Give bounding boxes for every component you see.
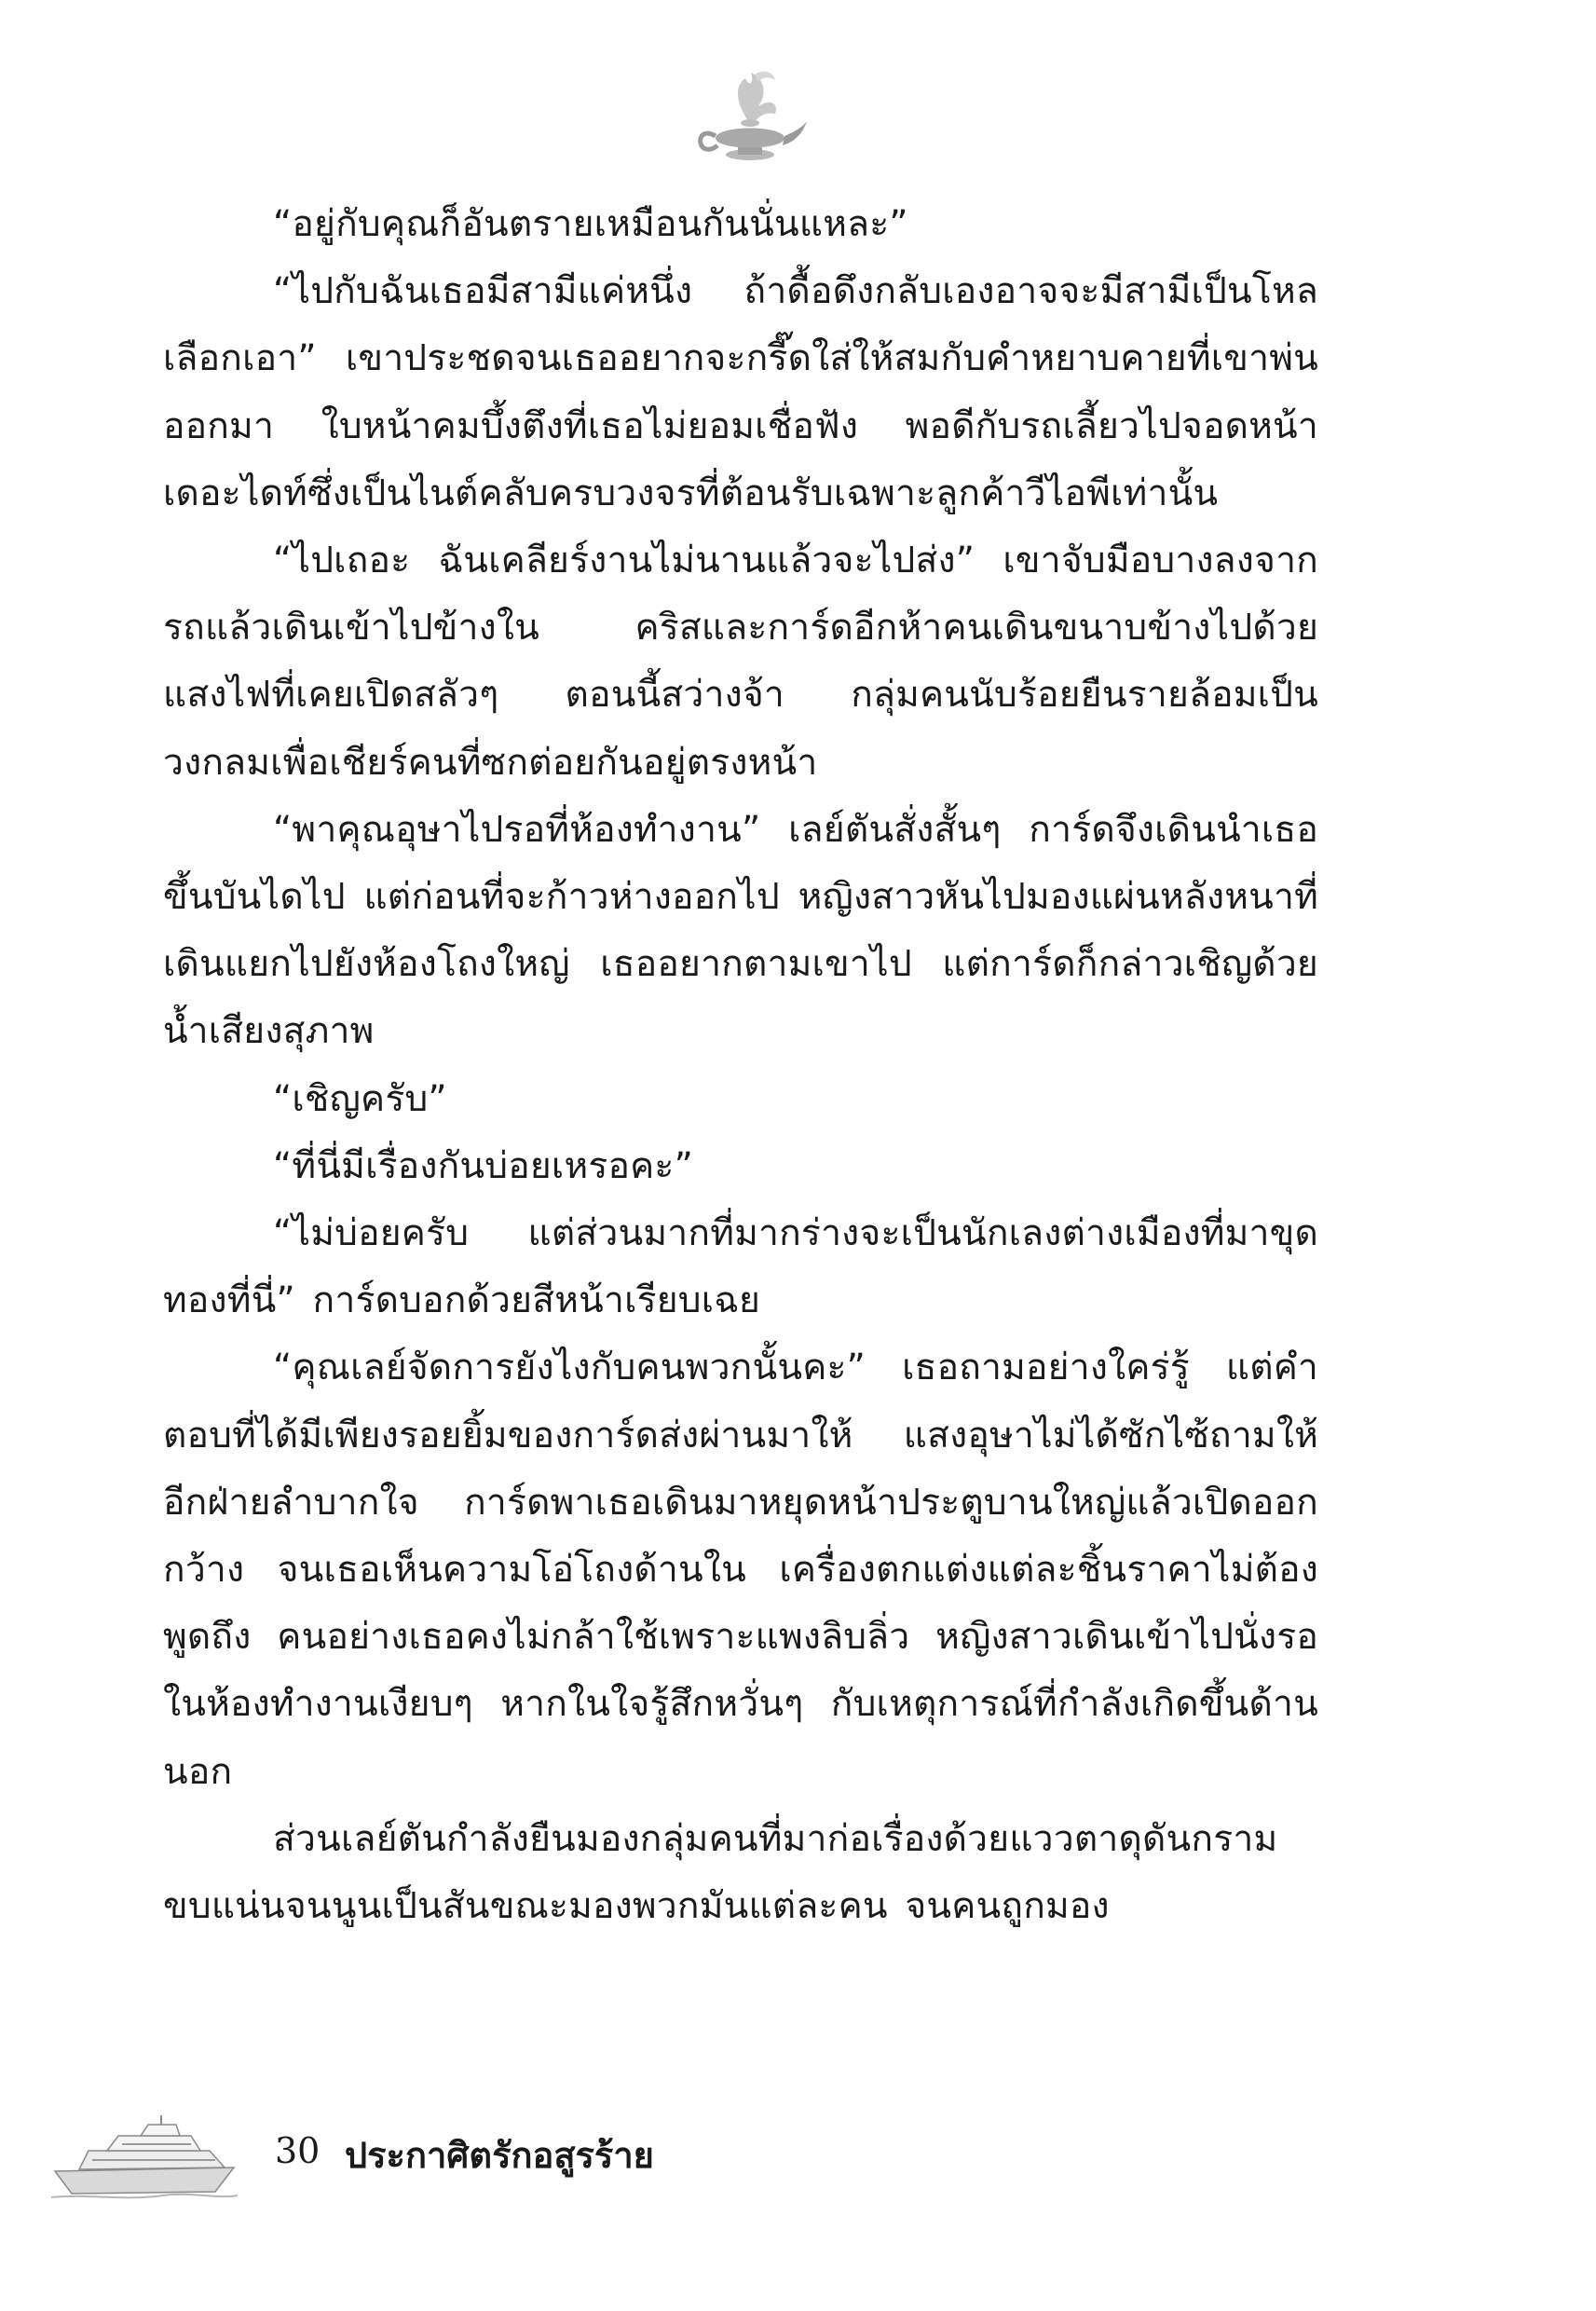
page-number: 30 — [275, 2130, 321, 2171]
paragraph: “คุณเลย์จัดการยังไงกับคนพวกนั้นคะ” เธอถามอย่างใคร่รู้ แต่คำตอบที่ได้มีเพียงรอยยิ้มของการ์ดส่งผ่านมาให้ แสงอุษาไม่ได้ซักไซ้ถามให้อีกฝ่ายลำบากใจ การ์ดพาเธอเดินมาหยุดหน้าประตูบานใหญ่แล้วเปิดออกกว้าง จนเธอเห็นความโอ่โถงด้านใน เครื่องตกแต่งแต่ละชิ้นราคาไม่ต้องพูดถึง คนอย่างเธอคงไม่กล้าใช้เพราะแพงลิบลิ่ว หญิงสาวเดินเข้าไปนั่งรอในห้องทำงานเงียบๆ หากในใจรู้สึกหวั่นๆ กับเหตุการณ์ที่กำลังเกิดขึ้นด้านนอก — [163, 1347, 1318, 1793]
paragraph: “พาคุณอุษาไปรอที่ห้องทำงาน” เลย์ตันสั่งสั้นๆ การ์ดจึงเดินนำเธอขึ้นบันไดไป แต่ก่อนที่จะก้าวห่างออกไป หญิงสาวหันไปมองแผ่นหลังหนาที่เดินแยกไปยังห้องโถงใหญ่ เธออยากตามเขาไป แต่การ์ดก็กล่าวเชิญด้วยน้ำเสียงสุภาพ — [163, 808, 1318, 1053]
body-text — [163, 191, 1318, 1940]
genie-lamp-icon — [689, 65, 811, 177]
paragraph: “ไม่บ่อยครับ แต่ส่วนมากที่มากร่างจะเป็นนักเลงต่างเมืองที่มาขุดทองที่นี่” การ์ดบอกด้วยสีหน้าเรียบเฉย — [163, 1212, 1318, 1322]
paragraph: ส่วนเลย์ตันกำลังยืนมองกลุ่มคนที่มาก่อเรื่องด้วยแววตาดุดันกรามขบแน่นจนนูนเป็นสันขณะมองพวกมันแต่ละคน จนคนถูกมอง — [163, 1817, 1278, 1928]
paragraph: “ไปเถอะ ฉันเคลียร์งานไม่นานแล้วจะไปส่ง” เขาจับมือบางลงจากรถแล้วเดินเข้าไปข้างใน คริสและการ์ดอีกห้าคนเดินขนาบข้างไปด้วย แสงไฟที่เคยเปิดสลัวๆ ตอนนี้สว่างจ้า กลุ่มคนนับร้อยยืนรายล้อมเป็นวงกลมเพื่อเชียร์คนที่ซกต่อยกันอยู่ตรงหน้า — [163, 540, 1318, 784]
paragraph: “อยู่กับคุณก็อันตรายเหมือนกันนั่นแหละ” — [273, 203, 908, 245]
paragraph: “ที่นี่มีเรื่องกันบ่อยเหรอคะ” — [273, 1144, 693, 1187]
paragraph: “เชิญครับ” — [273, 1077, 447, 1120]
yacht-icon — [51, 2113, 238, 2207]
paragraph: “ไปกับฉันเธอมีสามีแค่หนึ่ง ถ้าดื้อดึงกลับเองอาจจะมีสามีเป็นโหลเลือกเอา” เขาประชดจนเธออยากจะกรี๊ดใส่ให้สมกับคำหยาบคายที่เขาพ่นออกมา ใบหน้าคมบึ้งตึงที่เธอไม่ยอมเชื่อฟัง พอดีกับรถเลี้ยวไปจอดหน้าเดอะไดท์ซึ่งเป็นไนต์คลับครบวงจรที่ต้อนรับเฉพาะลูกค้าวีไอพีเท่านั้น — [163, 270, 1318, 514]
page-footer — [51, 2113, 703, 2216]
book-title: ประกาศิตรักอสูรร้าย — [345, 2135, 654, 2176]
